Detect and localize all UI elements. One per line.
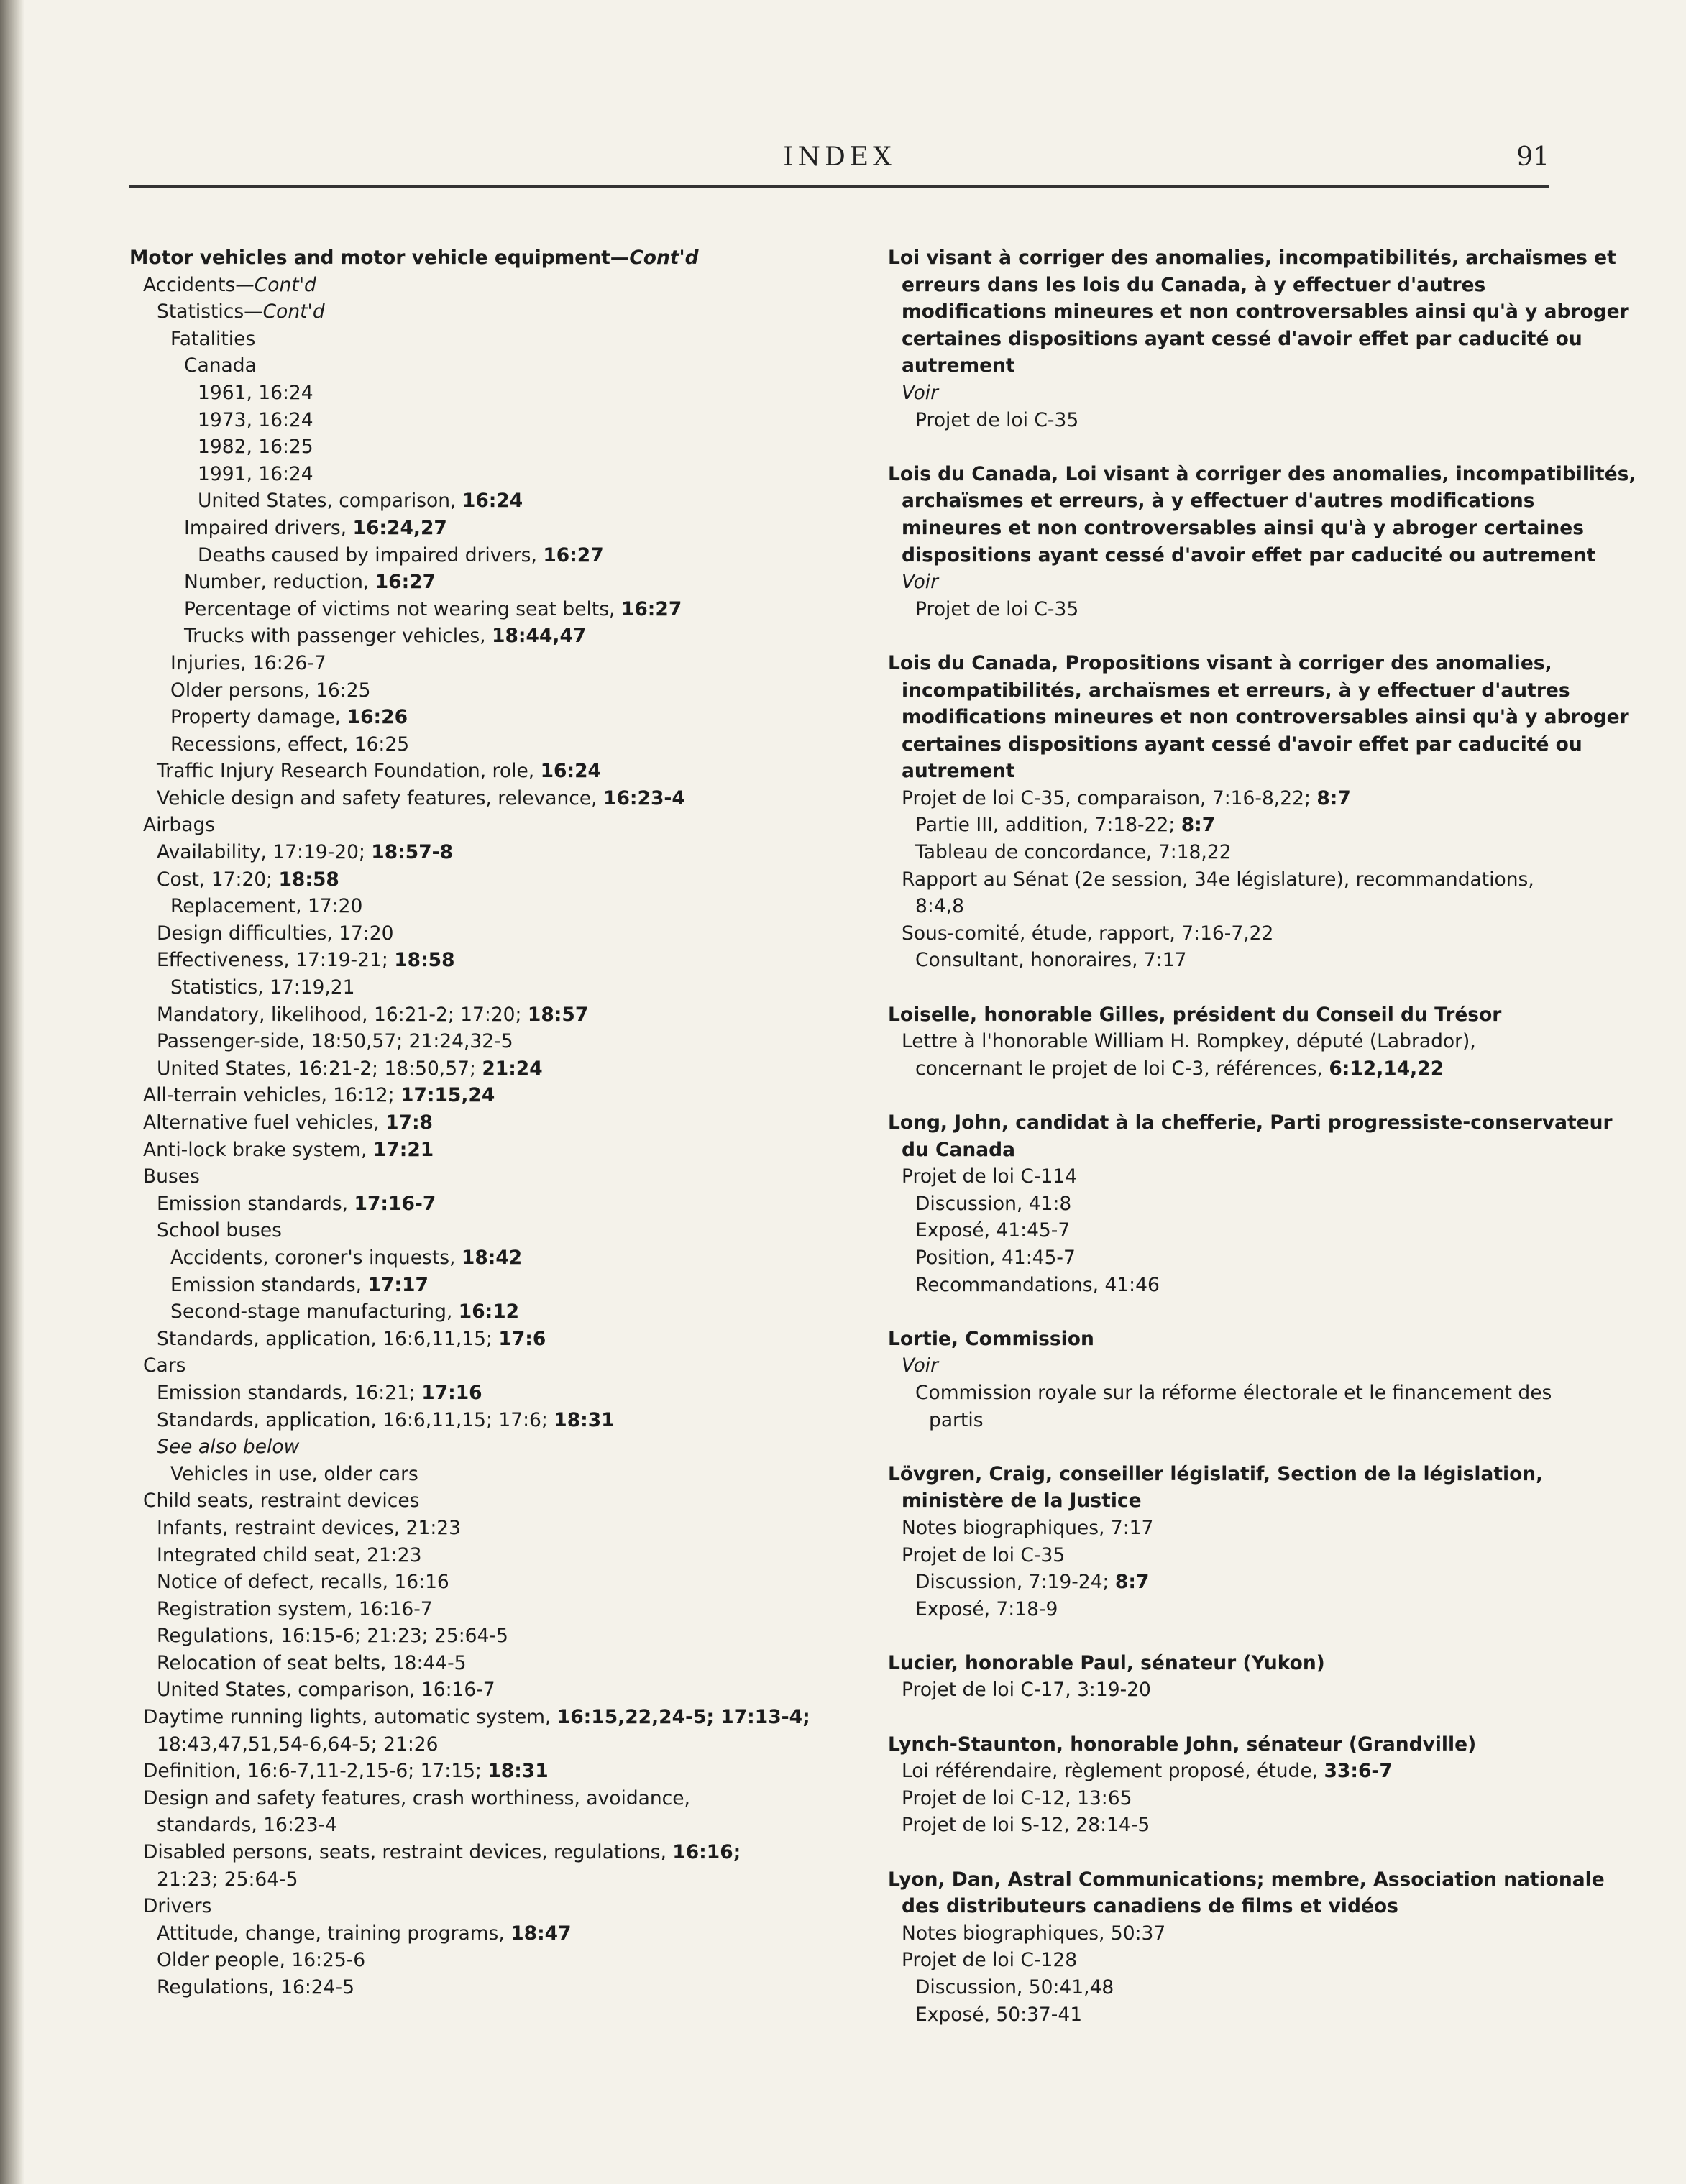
index-entry — [888, 1001, 1578, 1029]
index-entry — [129, 596, 848, 623]
entry-reference: mineures et non controversables ainsi qu'à y abroger certaines — [902, 516, 1585, 539]
entry-text: Injuries, 16:26-7 — [170, 651, 326, 674]
index-entry — [129, 1569, 848, 1596]
index-entry — [888, 1109, 1613, 1137]
index-entry — [129, 866, 848, 894]
entry-reference: erreurs dans les lois du Canada, à y effectuer d'autres — [902, 273, 1486, 296]
entry-reference: ministère de la Justice — [902, 1490, 1142, 1513]
entry-reference: certaines dispositions ayant cessé d'avoir effet par caducité ou — [902, 733, 1582, 756]
entry-reference: 8:7 — [1181, 814, 1216, 837]
entry-text: Projet de loi C-35, comparaison, 7:16-8,22; — [902, 786, 1317, 809]
entry-text: Effectiveness, 17:19-21; — [157, 949, 395, 972]
entry-text: Accidents— — [143, 273, 255, 296]
index-entry — [888, 1974, 1578, 2001]
header-rule — [129, 185, 1549, 188]
index-entry — [888, 569, 1578, 596]
index-entry — [129, 1920, 848, 1947]
index-entry — [129, 1109, 848, 1137]
entry-italic: Cont'd — [254, 273, 316, 296]
index-entry — [129, 1055, 848, 1083]
index-entry — [888, 2001, 1578, 2029]
entry-reference: 8:7 — [1316, 786, 1351, 809]
index-entry — [888, 839, 1578, 866]
entry-spacer — [888, 1623, 1578, 1650]
entry-text: Notes biographiques, 7:17 — [902, 1516, 1154, 1539]
index-entry — [888, 947, 1578, 974]
index-entry — [129, 1623, 848, 1650]
index-entry — [129, 1487, 848, 1515]
index-entry — [888, 812, 1578, 839]
index-entry — [129, 677, 848, 705]
index-entry — [888, 1272, 1578, 1299]
entry-spacer — [888, 1433, 1578, 1461]
index-entry — [888, 1244, 1578, 1272]
index-column-right — [888, 244, 1636, 2028]
entry-text: Recessions, effect, 16:25 — [170, 733, 410, 756]
index-entry — [888, 1352, 1578, 1380]
index-entry — [129, 758, 848, 785]
entry-reference: 16:15,22,24-5; 17:13-4; — [556, 1706, 810, 1729]
entry-reference: Lövgren, Craig, conseiller législatif, Section de la législation, — [888, 1462, 1544, 1485]
index-entry — [888, 1190, 1578, 1218]
index-entry — [129, 1407, 848, 1434]
index-entry — [888, 1137, 1578, 1164]
entry-text: Anti-lock brake system, — [143, 1138, 373, 1161]
index-entry — [888, 1028, 1578, 1055]
index-entry — [888, 461, 1636, 488]
index-entry — [888, 1596, 1578, 1623]
entry-reference: 8:7 — [1114, 1571, 1150, 1594]
entry-reference: archaïsmes et erreurs, à y effectuer d'autres modifications — [902, 490, 1535, 513]
entry-reference: dispositions ayant cessé d'avoir effet par caducité ou autrement — [902, 543, 1596, 566]
page-title: INDEX — [783, 142, 896, 172]
entry-italic: Voir — [902, 571, 939, 594]
entry-text: Discussion, 50:41,48 — [915, 1976, 1114, 1999]
entry-reference: Lois du Canada, Propositions visant à corriger des anomalies, — [888, 651, 1552, 674]
index-entry — [888, 1947, 1578, 1974]
index-entry — [888, 758, 1578, 785]
index-entry — [129, 623, 848, 650]
entry-text: Exposé, 50:37-41 — [915, 2003, 1083, 2026]
index-entry — [129, 1515, 848, 1542]
index-entry — [888, 920, 1578, 948]
index-entry — [888, 704, 1629, 731]
index-entry — [129, 1947, 848, 1974]
index-entry — [888, 1812, 1578, 1839]
entry-text: standards, 16:23-4 — [157, 1814, 337, 1837]
index-entry — [129, 272, 848, 299]
entry-text: Child seats, restraint devices — [143, 1490, 420, 1513]
entry-reference: certaines dispositions ayant cessé d'avoir effet par caducité ou — [902, 327, 1582, 350]
entry-text: Daytime running lights, automatic system, — [143, 1706, 557, 1729]
index-entry — [129, 1380, 848, 1407]
index-entry — [129, 812, 848, 839]
entry-text: Impaired drivers, — [184, 516, 353, 539]
entry-text: Relocation of seat belts, 18:44-5 — [157, 1651, 467, 1674]
entry-reference: 16:24,27 — [352, 516, 447, 539]
index-entry — [129, 1272, 848, 1299]
index-entry — [129, 731, 848, 758]
entry-text: Exposé, 7:18-9 — [915, 1597, 1058, 1620]
index-entry — [129, 1893, 848, 1920]
entry-text: Discussion, 41:8 — [915, 1192, 1072, 1215]
entry-reference: 16:27 — [620, 597, 682, 620]
entry-reference: modifications mineures et non controversables ainsi qu'à y abroger — [902, 706, 1629, 729]
entry-text: Design and safety features, crash worthiness, avoidance, — [143, 1786, 690, 1809]
index-entry — [129, 704, 848, 731]
entry-reference: Lois du Canada, Loi visant à corriger des anomalies, incompatibilités, — [888, 462, 1636, 485]
entry-text: Statistics, 17:19,21 — [170, 976, 355, 999]
entry-text: Motor vehicles and motor vehicle equipment— — [129, 247, 630, 269]
entry-text: United States, comparison, 16:16-7 — [157, 1679, 495, 1702]
entry-text: Standards, application, 16:6,11,15; — [157, 1327, 499, 1350]
index-entry — [129, 1650, 848, 1677]
entry-spacer — [888, 1704, 1578, 1731]
entry-text: Projet de loi C-114 — [902, 1165, 1078, 1188]
index-entry — [129, 1974, 848, 2001]
index-entry — [129, 1352, 848, 1380]
entry-spacer — [888, 433, 1578, 461]
entry-italic: Voir — [902, 1354, 939, 1377]
entry-text: Partie III, addition, 7:18-22; — [915, 814, 1181, 837]
entry-text: Tableau de concordance, 7:18,22 — [915, 841, 1232, 864]
index-entry — [888, 1407, 1578, 1434]
entry-text: Attitude, change, training programs, — [157, 1922, 511, 1945]
index-entry — [129, 380, 848, 407]
entry-reference: 17:8 — [385, 1111, 433, 1134]
index-entry — [888, 1785, 1578, 1812]
index-entry — [129, 1866, 848, 1894]
entry-reference: Lynch-Staunton, honorable John, sénateur (Grandville) — [888, 1733, 1477, 1756]
entry-text: Fatalities — [170, 327, 256, 350]
entry-spacer — [888, 623, 1578, 650]
entry-text: Deaths caused by impaired drivers, — [198, 543, 544, 566]
entry-text: 21:23; 25:64-5 — [157, 1868, 298, 1891]
index-entry — [129, 1217, 848, 1244]
entry-text: Traffic Injury Research Foundation, role, — [157, 760, 541, 783]
index-entry — [129, 1028, 848, 1055]
index-entry — [129, 1758, 848, 1785]
entry-text: Percentage of victims not wearing seat belts, — [184, 597, 621, 620]
entry-text: Alternative fuel vehicles, — [143, 1111, 386, 1134]
index-entry — [129, 1731, 848, 1758]
entry-reference: du Canada — [902, 1138, 1015, 1161]
entry-reference: autrement — [902, 760, 1015, 783]
entry-text: Availability, 17:19-20; — [157, 841, 372, 864]
entry-spacer — [888, 1082, 1578, 1109]
entry-reference: Loiselle, honorable Gilles, président du Conseil du Trésor — [888, 1003, 1502, 1026]
index-entry — [888, 515, 1585, 542]
entry-reference: 17:15,24 — [400, 1084, 495, 1107]
index-entry — [129, 1596, 848, 1623]
entry-text: United States, 16:21-2; 18:50,57; — [157, 1057, 482, 1080]
index-entry — [888, 1650, 1578, 1677]
entry-reference: 18:58 — [394, 949, 455, 972]
entry-reference: Lortie, Commission — [888, 1327, 1094, 1350]
entry-text: Older persons, 16:25 — [170, 679, 371, 702]
index-entry — [888, 1055, 1578, 1083]
entry-text: Exposé, 41:45-7 — [915, 1219, 1071, 1242]
entry-text: 18:43,47,51,54-6,64-5; 21:26 — [157, 1733, 439, 1756]
index-entry — [888, 1676, 1578, 1704]
entry-text: Design difficulties, 17:20 — [157, 922, 394, 945]
index-entry — [129, 650, 848, 677]
entry-text: Projet de loi C-35 — [915, 408, 1079, 431]
index-entry — [129, 1001, 848, 1029]
entry-text: Mandatory, likelihood, 16:21-2; 17:20; — [157, 1003, 528, 1026]
index-entry — [888, 893, 1578, 920]
entry-reference: 16:12 — [458, 1300, 520, 1323]
entry-text: Registration system, 16:16-7 — [157, 1597, 433, 1620]
entry-text: Older people, 16:25-6 — [157, 1949, 366, 1972]
entry-reference: des distributeurs canadiens de films et vidéos — [902, 1895, 1398, 1918]
entry-reference: 17:16-7 — [354, 1192, 436, 1215]
entry-text: Projet de loi C-128 — [902, 1949, 1078, 1972]
index-entry — [129, 974, 848, 1001]
entry-spacer — [888, 1839, 1578, 1866]
entry-text: Drivers — [143, 1895, 212, 1918]
entry-reference: 16:23-4 — [603, 786, 685, 809]
index-entry — [888, 1515, 1578, 1542]
entry-text: Integrated child seat, 21:23 — [157, 1543, 422, 1566]
entry-italic: Cont'd — [262, 300, 325, 324]
entry-reference: Long, John, candidat à la chefferie, Parti progressiste-conservateur — [888, 1111, 1613, 1134]
index-entry — [129, 407, 848, 434]
index-entry — [129, 433, 848, 461]
entry-reference: Lyon, Dan, Astral Communications; membre, Association nationale — [888, 1868, 1605, 1891]
entry-reference: 18:31 — [487, 1760, 549, 1783]
entry-text: Projet de loi C-17, 3:19-20 — [902, 1679, 1151, 1702]
entry-text: Canada — [184, 354, 257, 377]
entry-text: Airbags — [143, 814, 216, 837]
entry-reference: modifications mineures et non controversables ainsi qu'à y abroger — [902, 300, 1629, 324]
entry-text: All-terrain vehicles, 16:12; — [143, 1084, 401, 1107]
entry-text: United States, comparison, — [198, 490, 462, 513]
entry-text: Projet de loi S-12, 28:14-5 — [902, 1814, 1150, 1837]
entry-reference: incompatibilités, archaïsmes et erreurs, à y effectuer d'autres — [902, 679, 1570, 702]
entry-reference: 18:58 — [278, 868, 339, 891]
index-entry — [129, 1785, 848, 1812]
entry-text: Cars — [143, 1354, 186, 1377]
index-entry — [888, 352, 1578, 380]
entry-text: partis — [929, 1408, 984, 1431]
index-entry — [888, 1758, 1578, 1785]
index-entry — [888, 1487, 1578, 1515]
entry-spacer — [888, 974, 1578, 1001]
entry-text: concernant le projet de loi C-3, références, — [915, 1057, 1329, 1080]
index-entry — [129, 785, 848, 812]
entry-reference: 16:27 — [375, 571, 436, 594]
index-entry — [888, 326, 1582, 353]
entry-text: 1991, 16:24 — [198, 462, 313, 485]
index-entry — [888, 1380, 1578, 1407]
entry-text: Rapport au Sénat (2e session, 34e législature), recommandations, — [902, 868, 1534, 891]
entry-text: Notice of defect, recalls, 16:16 — [157, 1571, 449, 1594]
index-entry — [129, 839, 848, 866]
entry-text: Projet de loi C-35 — [902, 1543, 1066, 1566]
entry-text: Loi référendaire, règlement proposé, étude, — [902, 1760, 1324, 1783]
entry-reference: 18:44,47 — [492, 625, 587, 648]
entry-reference: Loi visant à corriger des anomalies, incompatibilités, archaïsmes et — [888, 247, 1616, 269]
index-entry — [888, 650, 1578, 677]
entry-text: Vehicle design and safety features, relevance, — [157, 786, 604, 809]
entry-text: Consultant, honoraires, 7:17 — [915, 949, 1187, 972]
index-entry — [888, 272, 1578, 299]
entry-reference: 21:24 — [482, 1057, 543, 1080]
entry-text: 8:4,8 — [915, 895, 964, 918]
index-entry — [129, 487, 848, 515]
entry-text: Commission royale sur la réforme électorale et le financement des — [915, 1381, 1552, 1404]
entry-text: Trucks with passenger vehicles, — [184, 625, 492, 648]
entry-reference: 18:31 — [554, 1408, 615, 1431]
index-entry — [129, 542, 848, 569]
entry-italic: See also below — [157, 1436, 300, 1459]
entry-italic: Cont'd — [629, 247, 699, 269]
index-entry — [888, 1542, 1578, 1569]
index-entry — [888, 1569, 1578, 1596]
entry-text: Regulations, 16:15-6; 21:23; 25:64-5 — [157, 1625, 508, 1648]
index-entry — [129, 947, 848, 974]
entry-text: Cost, 17:20; — [157, 868, 279, 891]
index-entry — [129, 1137, 848, 1164]
entry-text: 1961, 16:24 — [198, 381, 313, 404]
index-entry — [888, 1866, 1605, 1894]
entry-text: 1982, 16:25 — [198, 436, 313, 459]
index-entry — [129, 352, 848, 380]
index-entry — [129, 298, 848, 326]
entry-reference: 16:27 — [543, 543, 604, 566]
index-entry — [129, 920, 848, 948]
entry-reference: 17:6 — [498, 1327, 546, 1350]
index-entry — [888, 542, 1596, 569]
index-entry — [888, 244, 1616, 272]
index-entry — [129, 1542, 848, 1569]
index-entry — [129, 461, 848, 488]
index-entry — [129, 515, 848, 542]
index-entry — [888, 596, 1578, 623]
entry-text: Replacement, 17:20 — [170, 895, 363, 918]
entry-text: Passenger-side, 18:50,57; 21:24,32-5 — [157, 1030, 513, 1053]
entry-text: Standards, application, 16:6,11,15; 17:6; — [157, 1408, 554, 1431]
entry-text: Vehicles in use, older cars — [170, 1462, 418, 1485]
index-entry — [129, 1190, 848, 1218]
entry-italic: Voir — [902, 381, 939, 404]
entry-reference: 6:12,14,22 — [1329, 1057, 1444, 1080]
index-entry — [888, 1731, 1578, 1758]
index-entry — [129, 244, 848, 272]
entry-text: Accidents, coroner's inquests, — [170, 1246, 462, 1269]
entry-reference: 16:26 — [347, 706, 408, 729]
index-entry — [888, 1920, 1578, 1947]
entry-text: Lettre à l'honorable William H. Rompkey, député (Labrador), — [902, 1030, 1476, 1053]
entry-reference: 16:24 — [462, 490, 523, 513]
entry-text: Emission standards, — [170, 1273, 368, 1296]
index-entry — [129, 893, 848, 920]
index-entry — [888, 785, 1578, 812]
index-entry — [129, 1839, 848, 1866]
index-entry — [129, 1433, 848, 1461]
index-entry — [888, 1163, 1578, 1190]
index-entry — [888, 298, 1629, 326]
index-entry — [129, 1812, 848, 1839]
page-number: 91 — [1516, 142, 1549, 172]
index-entry — [888, 407, 1578, 434]
entry-text: Number, reduction, — [184, 571, 375, 594]
entry-reference: 17:16 — [421, 1381, 482, 1404]
index-entry — [129, 1298, 848, 1326]
entry-text: Second-stage manufacturing, — [170, 1300, 459, 1323]
index-entry — [129, 569, 848, 596]
entry-reference: 18:47 — [510, 1922, 572, 1945]
page-header — [129, 142, 1549, 185]
index-entry — [888, 1326, 1578, 1353]
entry-text: Recommandations, 41:46 — [915, 1273, 1160, 1296]
index-entry — [888, 866, 1578, 894]
index-entry — [888, 1461, 1578, 1488]
entry-text: Projet de loi C-35 — [915, 597, 1079, 620]
index-entry — [888, 487, 1578, 515]
entry-reference: 16:16; — [672, 1841, 741, 1864]
index-entry — [129, 1461, 848, 1488]
entry-text: Projet de loi C-12, 13:65 — [902, 1786, 1132, 1809]
entry-text: Disabled persons, seats, restraint devices, regulations, — [143, 1841, 673, 1864]
entry-reference: 17:17 — [367, 1273, 429, 1296]
entry-reference: 17:21 — [372, 1138, 434, 1161]
entry-text: Buses — [143, 1165, 200, 1188]
entry-text: Statistics— — [157, 300, 263, 324]
entry-text: Emission standards, — [157, 1192, 354, 1215]
entry-text: Infants, restraint devices, 21:23 — [157, 1516, 462, 1539]
index-entry — [888, 677, 1578, 705]
entry-reference: 16:24 — [540, 760, 601, 783]
entry-text: School buses — [157, 1219, 282, 1242]
index-entry — [888, 1893, 1578, 1920]
entry-text: Definition, 16:6-7,11-2,15-6; 17:15; — [143, 1760, 488, 1783]
entry-reference: 18:57-8 — [371, 841, 454, 864]
entry-text: Discussion, 7:19-24; — [915, 1571, 1115, 1594]
index-entry — [129, 1676, 848, 1704]
entry-text: Regulations, 16:24-5 — [157, 1976, 354, 1999]
entry-reference: 18:57 — [527, 1003, 589, 1026]
index-entry — [129, 326, 848, 353]
entry-text: Sous-comité, étude, rapport, 7:16-7,22 — [902, 922, 1274, 945]
entry-text: 1973, 16:24 — [198, 408, 313, 431]
index-entry — [129, 1326, 848, 1353]
entry-text: Property damage, — [170, 706, 347, 729]
index-entry — [888, 380, 1578, 407]
entry-reference: 18:42 — [461, 1246, 523, 1269]
index-column-left — [129, 244, 848, 2001]
index-entry — [129, 1163, 848, 1190]
entry-reference: Lucier, honorable Paul, sénateur (Yukon) — [888, 1651, 1325, 1674]
entry-text: Emission standards, 16:21; — [157, 1381, 422, 1404]
index-entry — [129, 1704, 848, 1731]
entry-reference: autrement — [902, 354, 1015, 377]
entry-text: Notes biographiques, 50:37 — [902, 1922, 1166, 1945]
index-entry — [129, 1244, 848, 1272]
index-entry — [888, 731, 1582, 758]
page-binding-shadow — [0, 0, 24, 2184]
entry-text: Position, 41:45-7 — [915, 1246, 1076, 1269]
entry-reference: 33:6-7 — [1324, 1760, 1393, 1783]
index-entry — [888, 1217, 1578, 1244]
entry-spacer — [888, 1298, 1578, 1326]
index-entry — [129, 1082, 848, 1109]
